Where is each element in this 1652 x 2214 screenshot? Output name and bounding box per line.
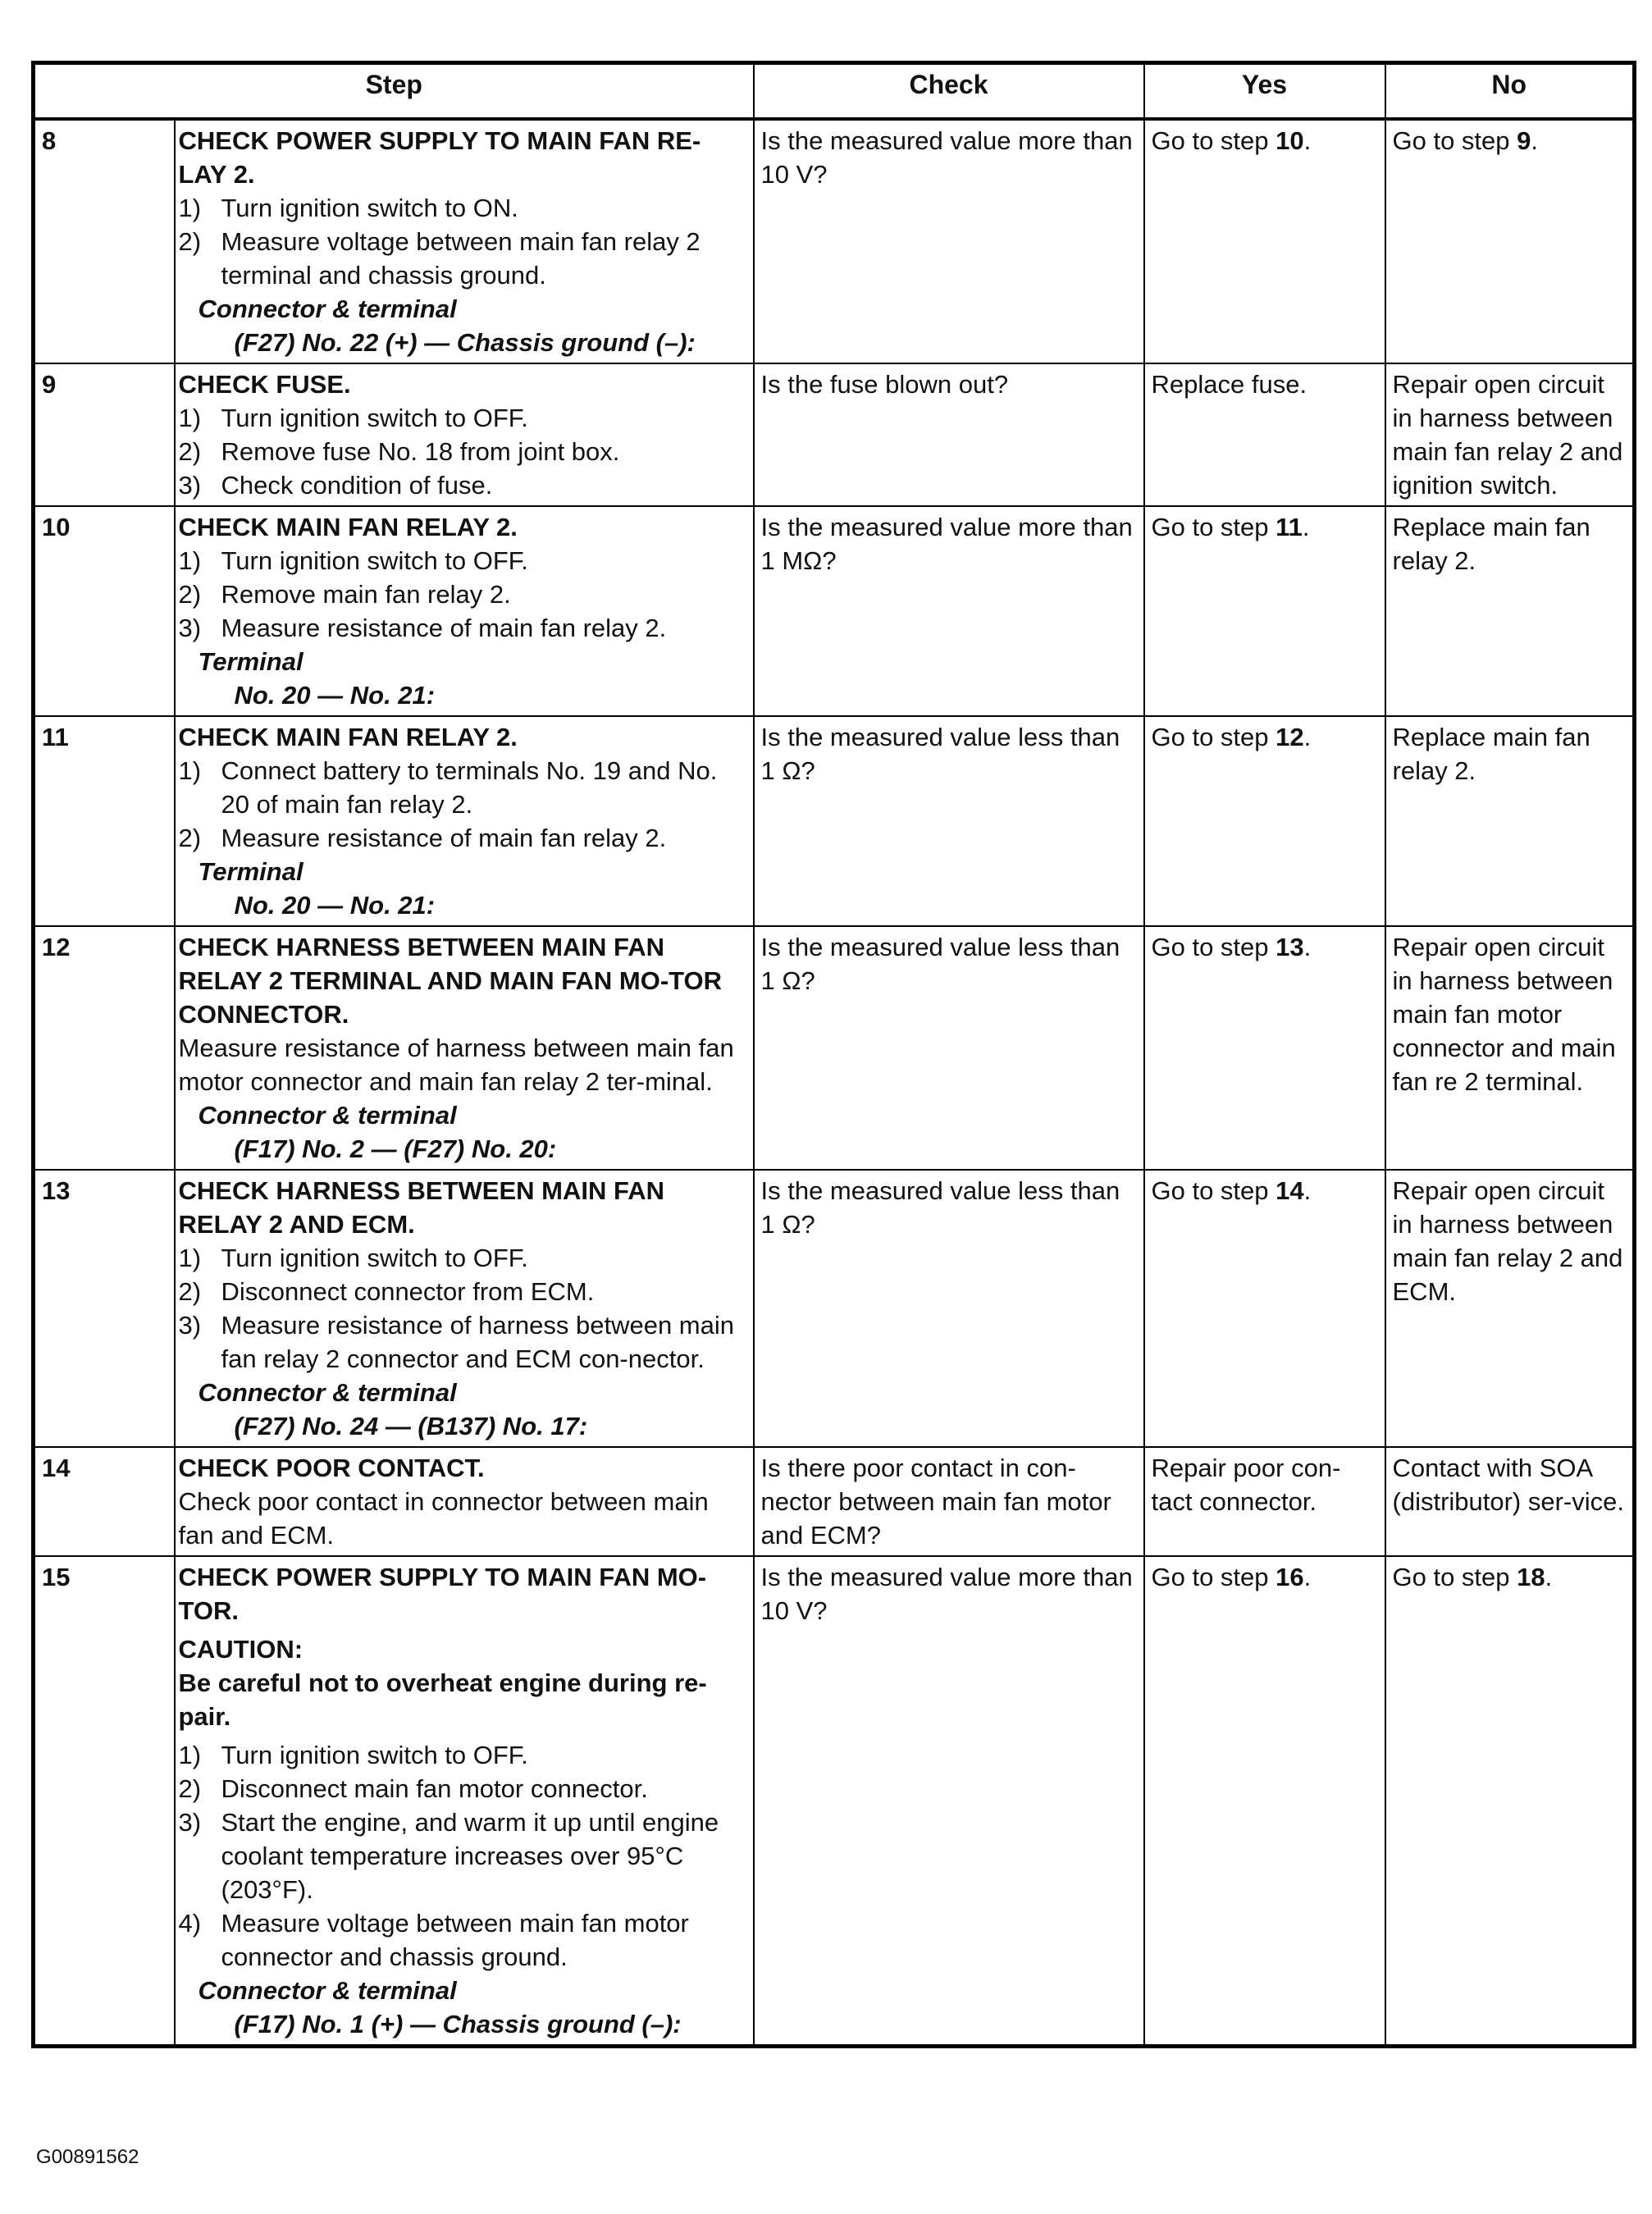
item-text: Disconnect connector from ECM.	[221, 1277, 595, 1306]
step-list	[179, 1738, 748, 1974]
table-row	[34, 1170, 1635, 1447]
no-cell: Replace main fan relay 2.	[1385, 716, 1635, 926]
yes-text: Go to step	[1151, 1176, 1276, 1205]
item-number: 1)	[178, 194, 202, 222]
item-text: Turn ignition switch to OFF.	[221, 404, 528, 432]
caution-text: Be careful not to overheat engine during re-pair.	[178, 1668, 707, 1731]
yes-step-number: 13	[1276, 933, 1304, 961]
check-cell: Is the measured value less than 1 Ω?	[754, 1170, 1144, 1447]
step-body: Check poor contact in connector between main fan and ECM.	[178, 1487, 709, 1550]
step-list	[179, 191, 748, 292]
yes-step-number: 12	[1276, 723, 1304, 751]
connector-value: (F27) No. 24 — (B137) No. 17:	[234, 1412, 588, 1440]
step-cell	[175, 1447, 754, 1556]
step-title: CHECK HARNESS BETWEEN MAIN FAN RELAY 2 AND ECM.	[178, 1176, 664, 1239]
no-cell: Repair open circuit in harness between main fan motor connector and main fan re 2 terminal.	[1385, 926, 1635, 1170]
step-cell	[175, 1556, 754, 2047]
no-cell	[1385, 119, 1635, 363]
item-text: Connect battery to terminals No. 19 and No. 20 of main fan relay 2.	[221, 756, 718, 819]
connector-value: (F27) No. 22 (+) — Chassis ground (–):	[234, 328, 696, 357]
check-cell: Is the measured value more than 1 MΩ?	[754, 506, 1144, 716]
step-list	[179, 754, 748, 855]
step-number: 10	[34, 506, 175, 716]
connector-label: Connector & terminal	[198, 1976, 457, 2005]
item-number: 3)	[178, 471, 202, 500]
list-item	[179, 435, 748, 468]
yes-suffix: .	[1302, 513, 1310, 541]
item-number: 3)	[178, 1808, 202, 1837]
yes-text: Go to step	[1151, 1563, 1276, 1591]
header-no: No	[1385, 63, 1635, 120]
item-text: Turn ignition switch to OFF.	[221, 1244, 528, 1272]
no-step-number: 9	[1517, 126, 1531, 155]
no-cell	[1385, 1556, 1635, 2047]
yes-text: Go to step	[1151, 126, 1276, 155]
list-item	[179, 1906, 748, 1974]
terminal-label: Terminal	[198, 647, 303, 676]
item-text: Remove main fan relay 2.	[221, 580, 511, 609]
item-text: Measure voltage between main fan motor connector and chassis ground.	[221, 1909, 689, 1971]
connector-label: Connector & terminal	[198, 1378, 457, 1407]
yes-suffix: .	[1303, 933, 1312, 961]
check-cell: Is the fuse blown out?	[754, 363, 1144, 506]
table-header-row	[34, 63, 1635, 120]
list-item	[179, 1241, 748, 1275]
yes-text: Go to step	[1151, 933, 1276, 961]
item-number: 3)	[178, 1311, 202, 1340]
step-title: CHECK POWER SUPPLY TO MAIN FAN MO-TOR.	[178, 1563, 707, 1625]
yes-suffix: .	[1303, 126, 1312, 155]
item-text: Turn ignition switch to ON.	[221, 194, 518, 222]
caution-label: CAUTION:	[178, 1635, 303, 1664]
step-cell	[175, 119, 754, 363]
item-number: 2)	[178, 437, 202, 466]
step-cell	[175, 1170, 754, 1447]
item-number: 2)	[178, 1774, 202, 1803]
step-cell	[175, 506, 754, 716]
yes-cell	[1144, 926, 1385, 1170]
step-number: 13	[34, 1170, 175, 1447]
item-text: Turn ignition switch to OFF.	[221, 1741, 528, 1769]
list-item	[179, 1805, 748, 1906]
step-cell	[175, 716, 754, 926]
header-check: Check	[754, 63, 1144, 120]
yes-suffix: .	[1303, 723, 1312, 751]
yes-step-number: 14	[1276, 1176, 1304, 1205]
list-item	[179, 544, 748, 577]
step-number: 11	[34, 716, 175, 926]
step-number: 15	[34, 1556, 175, 2047]
table-row	[34, 926, 1635, 1170]
terminal-value: No. 20 — No. 21:	[234, 891, 436, 920]
yes-cell: Replace fuse.	[1144, 363, 1385, 506]
check-cell: Is the measured value more than 10 V?	[754, 119, 1144, 363]
yes-cell	[1144, 119, 1385, 363]
yes-step-number: 10	[1276, 126, 1304, 155]
check-cell: Is there poor contact in con-nector between main fan motor and ECM?	[754, 1447, 1144, 1556]
item-text: Start the engine, and warm it up until engine coolant temperature increases over 95°C (203°F).	[221, 1808, 719, 1904]
list-item	[179, 468, 748, 502]
header-yes: Yes	[1144, 63, 1385, 120]
item-number: 1)	[178, 1741, 202, 1769]
step-title: CHECK MAIN FAN RELAY 2.	[178, 723, 518, 751]
item-number: 1)	[178, 1244, 202, 1272]
connector-value: (F17) No. 2 — (F27) No. 20:	[234, 1134, 557, 1163]
list-item	[179, 611, 748, 645]
item-text: Measure resistance of main fan relay 2.	[221, 824, 667, 852]
table-row	[34, 1556, 1635, 2047]
no-text: Go to step	[1392, 126, 1517, 155]
list-item	[179, 191, 748, 225]
step-title: CHECK HARNESS BETWEEN MAIN FAN RELAY 2 TERMINAL AND MAIN FAN MO-TOR CONNECTOR.	[178, 933, 723, 1029]
step-title: CHECK POWER SUPPLY TO MAIN FAN RE-LAY 2.	[178, 126, 701, 189]
step-number: 9	[34, 363, 175, 506]
terminal-label: Terminal	[198, 857, 303, 886]
diagnostic-table	[31, 61, 1636, 2048]
no-cell: Repair open circuit in harness between main fan relay 2 and ignition switch.	[1385, 363, 1635, 506]
list-item	[179, 1738, 748, 1772]
yes-step-number: 11	[1276, 513, 1303, 541]
item-text: Measure resistance of main fan relay 2.	[221, 614, 667, 642]
check-cell: Is the measured value less than 1 Ω?	[754, 926, 1144, 1170]
no-text: Go to step	[1392, 1563, 1517, 1591]
yes-cell	[1144, 506, 1385, 716]
connector-label: Connector & terminal	[198, 294, 457, 323]
item-number: 3)	[178, 614, 202, 642]
list-item	[179, 1772, 748, 1805]
item-text: Measure resistance of harness between main fan relay 2 connector and ECM con-nector.	[221, 1311, 734, 1373]
header-step: Step	[34, 63, 754, 120]
step-title: CHECK FUSE.	[178, 370, 351, 399]
item-text: Check condition of fuse.	[221, 471, 493, 500]
yes-suffix: .	[1303, 1176, 1312, 1205]
item-text: Measure voltage between main fan relay 2 terminal and chassis ground.	[221, 227, 701, 290]
step-list	[179, 401, 748, 502]
table-row	[34, 119, 1635, 363]
terminal-value: No. 20 — No. 21:	[234, 681, 436, 710]
yes-text: Go to step	[1151, 723, 1276, 751]
step-number: 14	[34, 1447, 175, 1556]
item-number: 2)	[178, 227, 202, 256]
item-text: Remove fuse No. 18 from joint box.	[221, 437, 620, 466]
connector-value: (F17) No. 1 (+) — Chassis ground (–):	[234, 2010, 682, 2038]
no-suffix: .	[1531, 126, 1539, 155]
item-number: 1)	[178, 756, 202, 785]
no-cell: Contact with SOA (distributor) ser-vice.	[1385, 1447, 1635, 1556]
item-number: 1)	[178, 546, 202, 575]
table-row	[34, 1447, 1635, 1556]
item-number: 2)	[178, 824, 202, 852]
yes-suffix: .	[1303, 1563, 1312, 1591]
item-number: 1)	[178, 404, 202, 432]
check-cell: Is the measured value less than 1 Ω?	[754, 716, 1144, 926]
step-number: 12	[34, 926, 175, 1170]
list-item	[179, 225, 748, 292]
step-number: 8	[34, 119, 175, 363]
list-item	[179, 577, 748, 611]
step-title: CHECK MAIN FAN RELAY 2.	[178, 513, 518, 541]
list-item	[179, 1308, 748, 1376]
list-item	[179, 401, 748, 435]
no-step-number: 18	[1517, 1563, 1545, 1591]
item-text: Disconnect main fan motor connector.	[221, 1774, 648, 1803]
step-list	[179, 544, 748, 645]
step-title: CHECK POOR CONTACT.	[178, 1454, 485, 1482]
item-text: Turn ignition switch to OFF.	[221, 546, 528, 575]
list-item	[179, 821, 748, 855]
no-cell: Repair open circuit in harness between main fan relay 2 and ECM.	[1385, 1170, 1635, 1447]
no-suffix: .	[1545, 1563, 1553, 1591]
item-number: 4)	[178, 1909, 202, 1938]
document-id: G00891562	[36, 2146, 139, 2168]
connector-label: Connector & terminal	[198, 1101, 457, 1130]
step-cell	[175, 926, 754, 1170]
yes-cell	[1144, 1170, 1385, 1447]
yes-cell	[1144, 716, 1385, 926]
list-item	[179, 754, 748, 821]
list-item	[179, 1275, 748, 1308]
check-cell: Is the measured value more than 10 V?	[754, 1556, 1144, 2047]
item-number: 2)	[178, 580, 202, 609]
yes-text: Go to step	[1151, 513, 1276, 541]
yes-cell: Repair poor con-tact connector.	[1144, 1447, 1385, 1556]
yes-step-number: 16	[1276, 1563, 1304, 1591]
no-cell: Replace main fan relay 2.	[1385, 506, 1635, 716]
item-number: 2)	[178, 1277, 202, 1306]
yes-cell	[1144, 1556, 1385, 2047]
table-row	[34, 506, 1635, 716]
table-row	[34, 363, 1635, 506]
table-row	[34, 716, 1635, 926]
step-body: Measure resistance of harness between main fan motor connector and main fan relay 2 ter-minal.	[178, 1034, 734, 1096]
step-list	[179, 1241, 748, 1376]
step-cell	[175, 363, 754, 506]
